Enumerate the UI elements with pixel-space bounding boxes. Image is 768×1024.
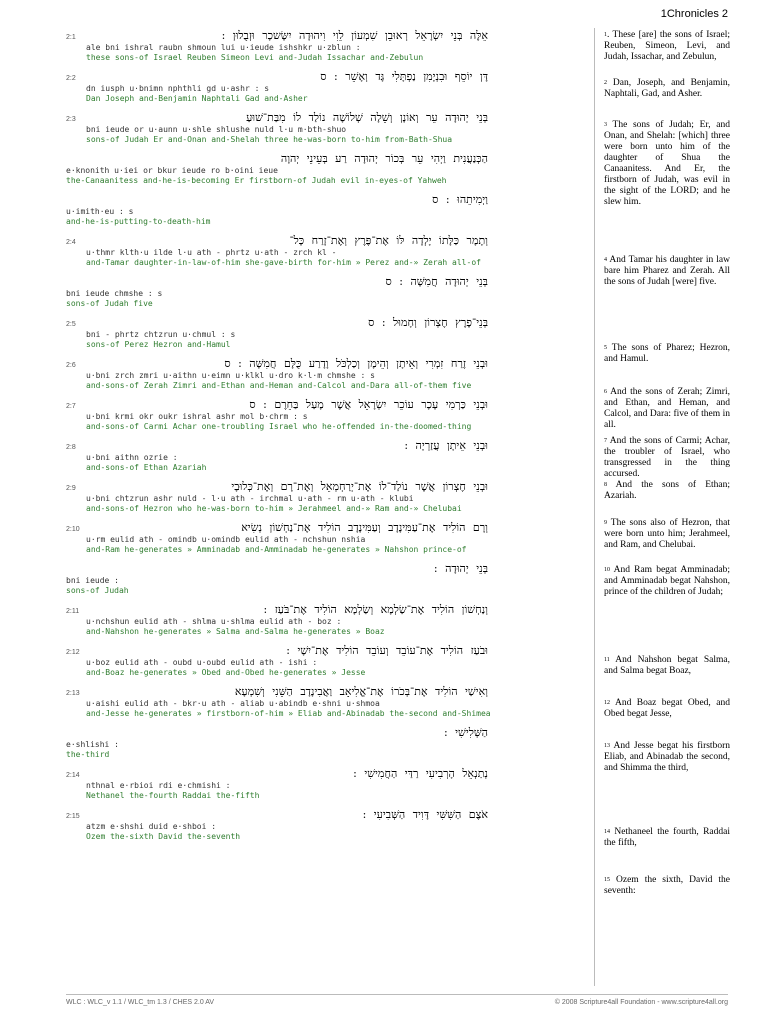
verse-block <box>0 356 594 391</box>
hebrew-line: הַשְּׁלִישִׁי : <box>443 726 488 739</box>
translation-note <box>604 343 730 365</box>
english-gloss-line: Nethanel the-fourth Raddai the-fifth <box>86 791 260 800</box>
transliteration-line: u·boz eulid ath - oubd u·oubd eulid ath - ishi : <box>86 658 318 667</box>
transliteration-line: dn iusph u·bnimn nphthli gd u·ashr : s <box>86 84 270 93</box>
transliteration-line: u·nchshun eulid ath - shlma u·shlma eulid ath - boz : <box>86 617 342 626</box>
verse-number: 2:5 <box>66 321 76 328</box>
verse-block <box>0 192 594 227</box>
verse-number: 2:2 <box>66 75 76 82</box>
translation-note <box>604 875 730 897</box>
hebrew-line: דָּן יוֹסֵף וּבִנְיָמִן נַפְתָּלִי גָּד וְאָשֵׁר : ס <box>320 70 488 83</box>
note-text: The sons also of Hezron, that were born unto him; Jerahmeel, and Ram, and Chelubai. <box>604 518 730 550</box>
translation-note <box>604 120 730 208</box>
note-number: 8 <box>604 482 607 488</box>
english-gloss-line: and-sons-of Carmi Achar one-troubling Israel who he-offended in-the-doomed-thing <box>86 422 472 431</box>
note-text: The sons of Pharez; Hezron, and Hamul. <box>604 343 730 364</box>
english-gloss-line: these sons-of Israel Reuben Simeon Levi and-Judah Issachar and-Zebulun <box>86 53 424 62</box>
note-text: And Boaz begat Obed, and Obed begat Jesse, <box>604 698 730 719</box>
transliteration-line: u·rm eulid ath - omindb u·omindb eulid ath - nchshun nshia <box>86 535 366 544</box>
note-text: The sons of Judah; Er, and Onan, and Shelah: [which] three were born unto him of the daughter of Shua the Canaanitess. And Er, the firstborn of Judah, was evil in the sight of the LORD; and he slew him. <box>604 120 730 207</box>
note-text: And Jesse begat his firstborn Eliab, and Abinadab the second, and Shimma the third, <box>604 741 730 773</box>
note-text: Dan, Joseph, and Benjamin, Naphtali, Gad, and Asher. <box>604 78 730 99</box>
verse-number: 2:14 <box>66 772 80 779</box>
verse-block <box>0 28 594 63</box>
transliteration-line: u·bni zrch zmri u·aithn u·eimn u·klkl u·dro k·l·m chmshe : s <box>86 371 375 380</box>
transliteration-line: u·aishi eulid ath - bkr·u ath - aliab u·abindb e·shni u·shmoa <box>86 699 380 708</box>
verse-block <box>0 684 594 719</box>
hebrew-line: בְּנֵי־פֶרֶץ חֶצְרוֹן וְחָמוּל : ס <box>368 316 488 329</box>
note-number: 2 <box>604 80 607 86</box>
transliteration-line: bni ieude : <box>66 576 119 585</box>
transliteration-line: u·bni krmi okr oukr ishral ashr mol b·chrm : s <box>86 412 308 421</box>
transliteration-line: ale bni ishral raubn shmoun lui u·ieude ishshkr u·zblun : <box>86 43 361 52</box>
translation-note <box>604 655 730 677</box>
hebrew-line: בְּנֵי יְהוּדָה חֲמִשָּׁה : ס <box>385 275 488 288</box>
verse-block <box>0 397 594 432</box>
note-text: And the sons of Carmi; Achar, the troubler of Israel, who transgressed in the thing accursed. <box>604 436 730 479</box>
note-number: 3 <box>604 122 607 128</box>
note-number: 10 <box>604 567 610 573</box>
english-gloss-line: sons-of Judah <box>66 586 129 595</box>
note-number: 1 <box>604 32 607 38</box>
note-text: And Tamar his daughter in law bare him Pharez and Zerah. All the sons of Judah [were] five. <box>604 255 730 287</box>
transliteration-line: u·bni aithn ozrie : <box>86 453 178 462</box>
hebrew-line: וַיְמִיתֵהוּ : ס <box>432 193 488 206</box>
english-gloss-line: and-Tamar daughter-in-law-of-him she-gave-birth for-him » Perez and-» Zerah all-of <box>86 258 481 267</box>
verse-block <box>0 725 594 760</box>
english-gloss-line: and-sons-of Hezron who he-was-born to-him » Jerahmeel and-» Ram and-» Chelubai <box>86 504 462 513</box>
hebrew-line: וּבְנֵי כַּרְמִי עָכָר עוֹכֵר יִשְׂרָאֵל אֲשֶׁר מָעַל בַּחֵרֶם : ס <box>249 398 488 411</box>
english-gloss-line: the-Canaanitess and-he-is-becoming Er firstborn-of Judah evil in-eyes-of Yahweh <box>66 176 447 185</box>
hebrew-line: וּבְנֵי אֵיתָן עֲזַרְיָה : <box>404 439 488 452</box>
note-text: . These [are] the sons of Israel; Reuben, Simeon, Levi, and Judah, Issachar, and Zebulun, <box>604 30 730 62</box>
verse-block <box>0 274 594 309</box>
hebrew-line: וּבְנֵי זֶרַח זִמְרִי וְאֵיתָן וְהֵימָן וְכַלְכֹּל וָדָרַע כֻּלָּם חֲמִשָּׁה : ס <box>224 357 488 370</box>
footer <box>66 994 728 1006</box>
note-text: Nethaneel the fourth, Raddai the fifth, <box>604 827 730 848</box>
transliteration-line: u·imith·eu : s <box>66 207 134 216</box>
verse-block <box>0 479 594 514</box>
verse-block <box>0 151 594 186</box>
verse-number: 2:13 <box>66 690 80 697</box>
translation-note <box>604 30 730 63</box>
verse-number: 2:7 <box>66 403 76 410</box>
verse-block <box>0 766 594 801</box>
note-number: 7 <box>604 438 607 444</box>
verse-number: 2:11 <box>66 608 80 615</box>
english-gloss-line: and-Ram he-generates » Amminadab and-Amminadab he-generates » Nahshon prince-of <box>86 545 467 554</box>
translation-note <box>604 827 730 849</box>
translation-note <box>604 518 730 551</box>
note-number: 11 <box>604 657 610 663</box>
hebrew-line: אֹצֶם הַשִּׁשִּׁי דָּוִיד הַשְּׁבִיעִי : <box>362 808 488 821</box>
english-gloss-line: sons-of Perez Hezron and-Hamul <box>86 340 231 349</box>
page-title: 1Chronicles 2 <box>660 8 728 20</box>
transliteration-line: e·knonith u·iei or bkur ieude ro b·oini ieue <box>66 166 278 175</box>
transliteration-line: e·shlishi : <box>66 740 119 749</box>
note-number: 5 <box>604 345 607 351</box>
note-number: 9 <box>604 520 607 526</box>
english-gloss-line: Dan Joseph and-Benjamin Naphtali Gad and-Asher <box>86 94 308 103</box>
english-gloss-line: sons-of Judah five <box>66 299 153 308</box>
note-text: And Ram begat Amminadab; and Amminadab begat Nahshon, prince of the children of Judah; <box>604 565 730 597</box>
verse-block <box>0 561 594 596</box>
verse-number: 2:12 <box>66 649 80 656</box>
verse-block <box>0 602 594 637</box>
verse-number: 2:1 <box>66 34 76 41</box>
verse-block <box>0 520 594 555</box>
english-gloss-line: sons-of Judah Er and-Onan and-Shelah three he-was-born to-him from-Bath-Shua <box>86 135 453 144</box>
transliteration-line: bni - phrtz chtzrun u·chmul : s <box>86 330 236 339</box>
transliteration-line: u·thmr klth·u ilde l·u ath - phrtz u·ath - zrch kl - <box>86 248 337 257</box>
hebrew-line: וְאִישַׁי הוֹלִיד אֶת־בְּכֹרוֹ אֶת־אֱלִיאָב וַאֲבִינָדָב הַשֵּׁנִי וְשִׁמְעָא <box>234 685 488 698</box>
note-number: 6 <box>604 389 607 395</box>
translation-note <box>604 255 730 288</box>
hebrew-line: בְּנֵי יְהוּדָה עֵר וְאוֹנָן וְשֵׁלָה שְׁלוֹשָׁה נוֹלַד לוֹ מִבַּת־שׁוּעַ <box>246 111 488 124</box>
hebrew-line: בְּנֵי יְהוּדָה : <box>433 562 488 575</box>
note-text: And Nahshon begat Salma, and Salma begat Boaz, <box>604 655 730 676</box>
translation-note <box>604 78 730 100</box>
english-gloss-line: and-Boaz he-generates » Obed and-Obed he-generates » Jesse <box>86 668 366 677</box>
verse-block <box>0 438 594 473</box>
verse-block <box>0 110 594 145</box>
transliteration-line: nthnal e·rbioi rdi e·chmishi : <box>86 781 231 790</box>
translation-note <box>604 741 730 774</box>
english-gloss-line: Ozem the-sixth David the-seventh <box>86 832 241 841</box>
english-gloss-line: and-Jesse he-generates » firstborn-of-him » Eliab and-Abinadab the-second and-Shimea <box>86 709 491 718</box>
transliteration-line: bni ieude or u·aunn u·shle shlushe nuld l·u m·bth-shuo <box>86 125 347 134</box>
verse-block <box>0 233 594 268</box>
hebrew-line: וְתָמָר כַּלָּתוֹ יָלְדָה לּוֹ אֶת־פֶּרֶץ וְאֶת־זָרַח כָּל־ <box>289 234 488 247</box>
note-number: 14 <box>604 829 610 835</box>
note-number: 4 <box>604 257 607 263</box>
translation-note <box>604 480 730 502</box>
note-number: 13 <box>604 743 610 749</box>
footer-copyright: © 2008 Scripture4all Foundation - www.scripture4all.org <box>554 999 728 1006</box>
translation-note <box>604 436 730 480</box>
hebrew-line: נְתַנְאֵל הָרְבִיעִי רַדַּי הַחֲמִישִׁי : <box>353 767 488 780</box>
interlinear-column <box>0 28 594 848</box>
hebrew-line: אֵלֶּה בְּנֵי יִשְׂרָאֵל רְאוּבֵן שִׁמְעוֹן לֵוִי וִיהוּדָה יִשָּׂשכָר וּזְבֻלוּן : <box>221 29 488 42</box>
verse-number: 2:3 <box>66 116 76 123</box>
verse-block <box>0 643 594 678</box>
translation-note <box>604 387 730 431</box>
hebrew-line: וְנַחְשׁוֹן הוֹלִיד אֶת־שַׂלְמָא וְשַׂלְמָא הוֹלִיד אֶת־בֹּעַז : <box>263 603 488 616</box>
transliteration-line: u·bni chtzrun ashr nuld - l·u ath - irchmal u·ath - rm u·ath - klubi <box>86 494 414 503</box>
english-gloss-line: and-Nahshon he-generates » Salma and-Salma he-generates » Boaz <box>86 627 385 636</box>
verse-block <box>0 807 594 842</box>
footer-version-info: WLC : WLC_v 1.1 / WLC_tm 1.3 / CHES 2.0 AV <box>66 999 215 1006</box>
hebrew-line: וּבֹעַז הוֹלִיד אֶת־עוֹבֵד וְעוֹבֵד הוֹלִיד אֶת־יִשָׁי : <box>286 644 488 657</box>
verse-number: 2:4 <box>66 239 76 246</box>
translation-note <box>604 698 730 720</box>
column-divider <box>594 28 595 986</box>
note-number: 15 <box>604 877 610 883</box>
verse-number: 2:15 <box>66 813 80 820</box>
translation-note <box>604 565 730 598</box>
verse-block <box>0 315 594 350</box>
transliteration-line: bni ieude chmshe : s <box>66 289 163 298</box>
note-text: And the sons of Zerah; Zimri, and Ethan, and Heman, and Calcol, and Dara: five of them in all. <box>604 387 730 430</box>
transliteration-line: atzm e·shshi duid e·shboi : <box>86 822 217 831</box>
note-text: Ozem the sixth, David the seventh: <box>604 875 730 896</box>
hebrew-line: וּבְנֵי חֶצְרוֹן אֲשֶׁר נוֹלַד־לוֹ אֶת־יְרַחְמְאֵל וְאֶת־רָם וְאֶת־כְּלוּבָי <box>231 480 488 493</box>
note-text: And the sons of Ethan; Azariah. <box>604 480 730 501</box>
english-gloss-line: and-he-is-putting-to-death-him <box>66 217 211 226</box>
verse-number: 2:6 <box>66 362 76 369</box>
note-number: 12 <box>604 700 610 706</box>
hebrew-line: וְרָם הוֹלִיד אֶת־עַמִּינָדָב וְעַמִּינָדָב הוֹלִיד אֶת־נַחְשׁוֹן נְשִׂיא <box>241 521 488 534</box>
hebrew-line: הַכְּנַעֲנִית וַיְהִי עֵר בְּכוֹר יְהוּדָה רַע בְּעֵינֵי יְהוָה <box>280 152 488 165</box>
verse-block <box>0 69 594 104</box>
english-gloss-line: the-third <box>66 750 110 759</box>
verse-number: 2:9 <box>66 485 76 492</box>
verse-number: 2:8 <box>66 444 76 451</box>
english-gloss-line: and-sons-of Zerah Zimri and-Ethan and-Heman and-Calcol and-Dara all-of-them five <box>86 381 472 390</box>
verse-number: 2:10 <box>66 526 80 533</box>
english-gloss-line: and-sons-of Ethan Azariah <box>86 463 207 472</box>
